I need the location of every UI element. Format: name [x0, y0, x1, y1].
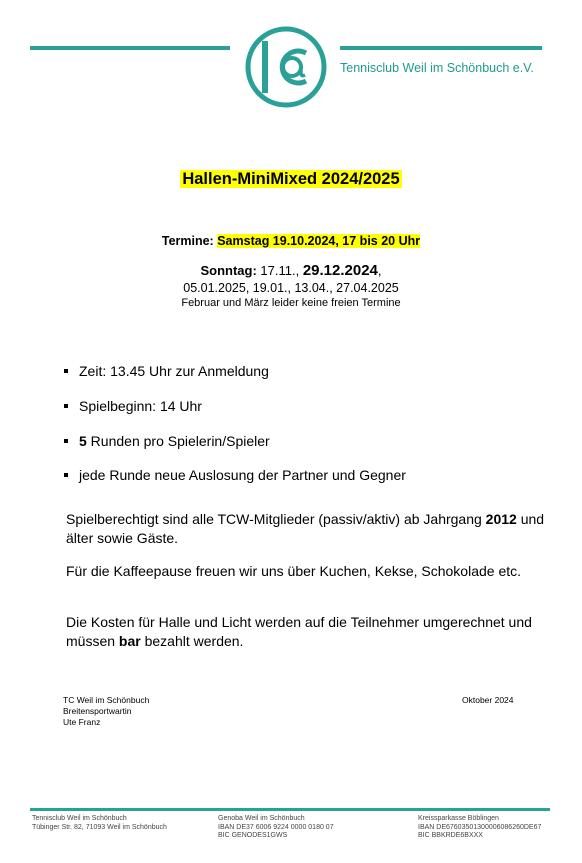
bullet-square-icon — [64, 369, 68, 373]
list-item — [64, 354, 406, 389]
paragraph-kosten — [66, 613, 546, 651]
termine-note: Februar und März leider keine freien Termine — [181, 297, 401, 309]
bullet-text-zeit: Zeit: 13.45 Uhr zur Anmeldung — [79, 363, 269, 380]
bullet-text-spielbeginn: Spielbeginn: 14 Uhr — [79, 398, 202, 415]
footer-bank2-name: Kreissparkasse Böblingen — [418, 815, 499, 822]
p1-year: 2012 — [485, 511, 517, 527]
sonntag-line — [0, 262, 582, 279]
footer-bank1-name: Genoba Weil im Schönbuch — [218, 815, 305, 822]
bullet-square-icon — [64, 473, 68, 477]
p3-bar: bar — [118, 633, 141, 649]
bullet-text-runden — [79, 433, 270, 449]
paragraph-spielberechtigt — [66, 510, 546, 548]
header-rule-left — [30, 46, 230, 50]
header-rule-right — [340, 46, 542, 50]
footer-address — [32, 815, 167, 832]
sonntag-dates-line2: 05.01.2025, 19.01., 13.04., 27.04.2025 — [183, 281, 399, 295]
footer-bank2-iban: IBAN DE67603501300006086260DE67 — [418, 823, 542, 831]
footer-bank1-bic: BIC GENODES1GWS — [218, 832, 288, 839]
runden-text: Runden pro Spielerin/Spieler — [86, 432, 270, 449]
list-item — [64, 423, 406, 458]
termine-label: Termine: — [161, 234, 214, 248]
p1-text-b: und älter sowie Gäste. — [66, 511, 545, 546]
bullet-square-icon — [64, 404, 68, 408]
runden-count: 5 — [79, 432, 87, 449]
title-text: Hallen-MiniMixed 2024/2025 — [182, 170, 400, 188]
document-date: Oktober 2024 — [462, 695, 514, 705]
signature-role: Breitensportwartin — [63, 706, 132, 716]
paragraph-kaffeepause: Für die Kaffeepause freuen wir uns über Kuchen, Kekse, Schokolade etc. — [66, 563, 522, 579]
list-item — [64, 389, 406, 424]
footer-bank-genoba — [218, 815, 334, 841]
club-name: Tennisclub Weil im Schönbuch e.V. — [340, 61, 534, 75]
list-item — [64, 458, 406, 493]
footer-bank1-iban: IBAN DE37 6006 9224 0000 0180 07 — [218, 823, 334, 831]
sonntag-date-bold: 29.12.2024 — [302, 262, 378, 279]
sonntag-dates: 17.11., — [260, 263, 300, 278]
signature-person: Ute Franz — [63, 717, 101, 727]
bullet-square-icon — [64, 439, 68, 443]
p3-text-b: bezahlt werden. — [140, 633, 244, 649]
termine-line — [0, 234, 582, 248]
bullet-text-auslosung: jede Runde neue Auslosung der Partner und Gegner — [79, 467, 406, 484]
footer-bank-ksk — [418, 815, 541, 841]
tcw-logo-icon — [244, 25, 328, 109]
p1-text-a: Spielberechtigt sind alle TCW-Mitglieder (passiv/aktiv) ab Jahrgang — [66, 511, 486, 527]
info-bullet-list — [64, 354, 406, 493]
signature-club: TC Weil im Schönbuch — [63, 695, 150, 705]
sonntag-comma: , — [377, 263, 382, 278]
termine-saturday: Samstag 19.10.2024, 17 bis 20 Uhr — [217, 234, 421, 248]
footer-rule — [30, 808, 550, 811]
page-title — [0, 170, 582, 189]
sonntag-label: Sonntag: — [200, 263, 257, 278]
signature-block — [63, 695, 149, 728]
footer-bank2-bic: BIC BBKRDE6BXXX — [418, 832, 483, 839]
footer-club-address: Tübinger Str. 82, 71093 Weil im Schönbuch — [32, 823, 167, 831]
p3-text-a: Die Kosten für Halle und Licht werden auf die Teilnehmer umgerechnet und müssen — [66, 614, 532, 649]
footer-club-name: Tennisclub Weil im Schönbuch — [32, 815, 127, 822]
